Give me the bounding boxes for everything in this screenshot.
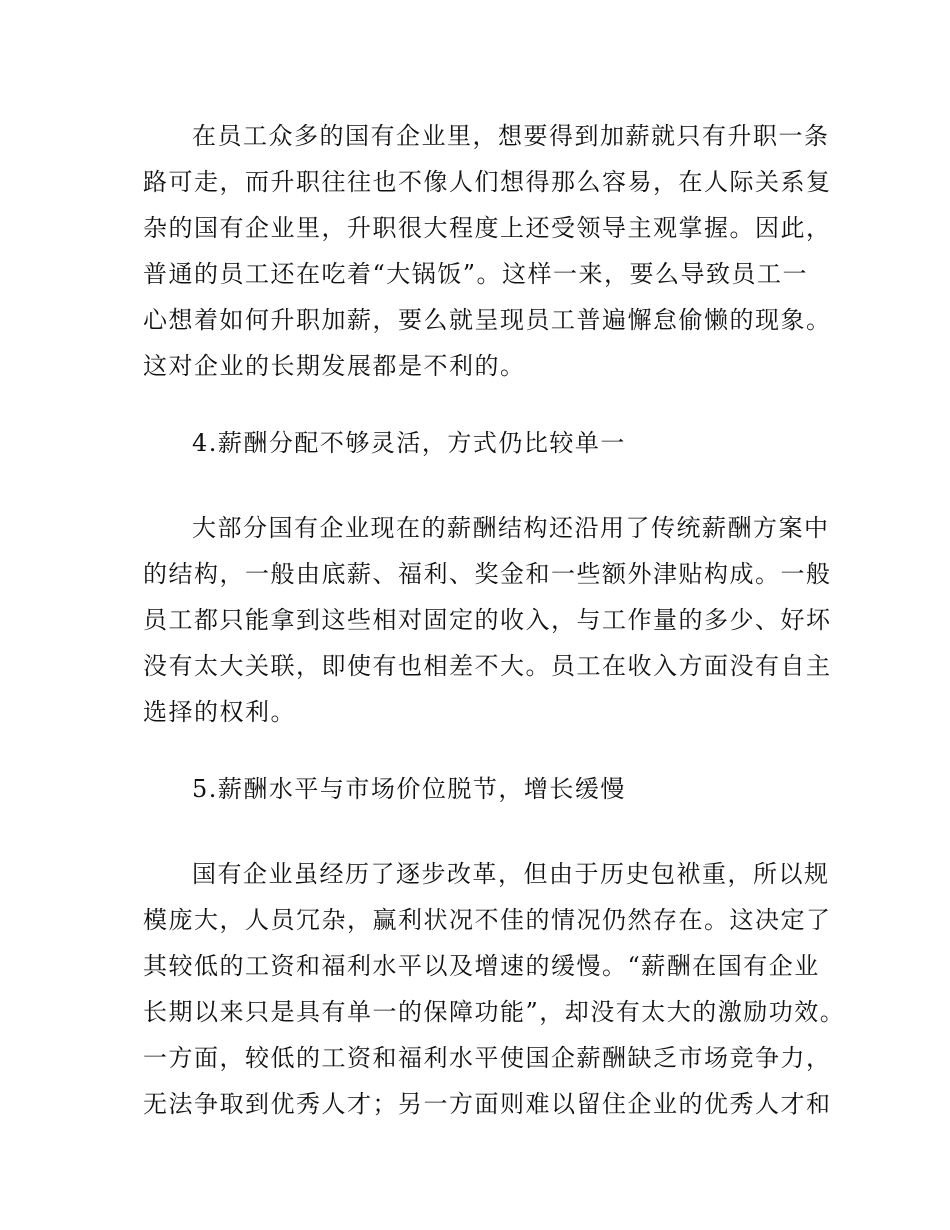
paragraph-1 <box>143 113 833 389</box>
paragraph-line: 在员工众多的国有企业里，想要得到加薪就只有升职一条 <box>192 122 830 150</box>
paragraph-line: 模庞大，人员冗杂，赢利状况不佳的情况仍然存在。这决定了 <box>143 906 832 934</box>
paragraph-line: 没有太大关联，即使有也相差不大。员工在收入方面没有自主 <box>143 652 832 680</box>
paragraph-line: 一方面，较低的工资和福利水平使国企薪酬缺乏市场竞争力， <box>143 1044 832 1072</box>
section-heading-5: 5.薪酬水平与市场价位脱节，增长缓慢 <box>192 775 626 803</box>
section-heading-4: 4.薪酬分配不够灵活，方式仍比较单一 <box>192 429 626 457</box>
paragraph-line: 国有企业虽经历了逐步改革，但由于历史包袱重，所以规 <box>192 860 830 888</box>
paragraph-line: 心想着如何升职加薪，要么就呈现员工普遍懈怠偷懒的现象。 <box>143 306 832 334</box>
paragraph-line: 长期以来只是具有单一的保障功能”，却没有太大的激励功效。 <box>143 998 846 1026</box>
paragraph-line: 这对企业的长期发展都是不利的。 <box>143 352 526 380</box>
paragraph-line: 员工都只能拿到这些相对固定的收入，与工作量的多少、好坏 <box>143 606 832 634</box>
paragraph-3 <box>143 851 846 1127</box>
paragraph-line: 普通的员工还在吃着“大锅饭”。这样一来，要么导致员工一 <box>143 260 809 288</box>
paragraph-line: 选择的权利。 <box>143 698 296 726</box>
paragraph-line: 路可走，而升职往往也不像人们想得那么容易，在人际关系复 <box>143 168 832 196</box>
paragraph-line: 其较低的工资和福利水平以及增速的缓慢。“薪酬在国有企业 <box>143 952 820 980</box>
paragraph-2 <box>143 505 833 735</box>
paragraph-line: 大部分国有企业现在的薪酬结构还沿用了传统薪酬方案中 <box>192 514 830 542</box>
paragraph-line: 无法争取到优秀人才；另一方面则难以留住企业的优秀人才和 <box>143 1090 832 1118</box>
paragraph-line: 杂的国有企业里，升职很大程度上还受领导主观掌握。因此， <box>143 214 832 242</box>
paragraph-line: 的结构，一般由底薪、福利、奖金和一些额外津贴构成。一般 <box>143 560 832 588</box>
